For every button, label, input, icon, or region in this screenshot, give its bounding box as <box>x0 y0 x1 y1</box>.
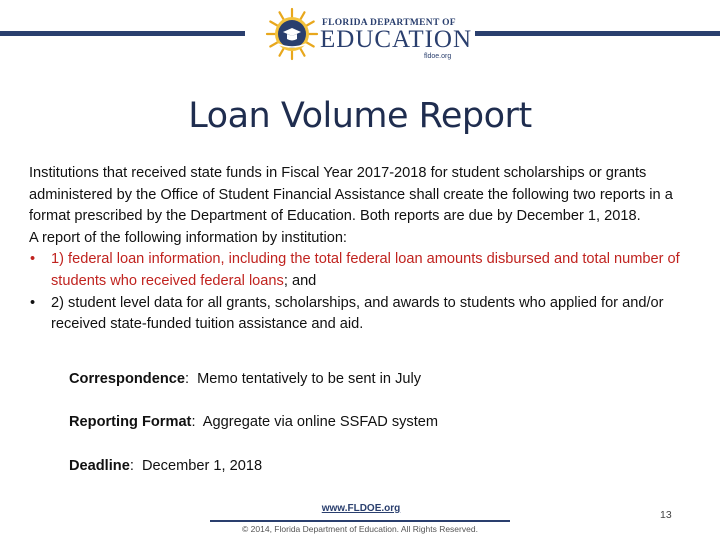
report-list <box>29 249 699 335</box>
correspondence-field: Correspondence: Memo tentatively to be sent in July <box>69 371 422 387</box>
field-label: Correspondence <box>69 371 185 387</box>
reporting-format-field: Reporting Format: Aggregate via online SSFAD system <box>69 414 439 430</box>
logo-line3: fldoe.org <box>424 53 452 60</box>
body-text <box>29 163 699 336</box>
fldoe-website-link[interactable]: www.FLDOE.org <box>321 503 401 514</box>
header-bar-right <box>475 31 720 36</box>
report-list-heading: A report of the following information by institution: <box>29 229 347 246</box>
sun-seal-icon <box>264 6 320 62</box>
bullet-marker: • <box>30 251 36 268</box>
bullet-marker: • <box>30 294 36 311</box>
page-number: 13 <box>660 509 672 521</box>
field-label: Reporting Format <box>69 414 192 430</box>
page-title: Loan Volume Report <box>188 96 532 136</box>
copyright-text: © 2014, Florida Department of Education. All Rights Reserved. <box>242 524 478 534</box>
field-value: Memo tentatively to be sent in July <box>197 371 422 387</box>
list-item <box>29 249 699 292</box>
field-label: Deadline <box>69 458 130 474</box>
fldoe-logo <box>264 6 473 62</box>
field-value: Aggregate via online SSFAD system <box>202 414 439 430</box>
bullet-text: 2) student level data for all grants, scholarships, and awards to students who applied for and/or received state-funded tuition assistance and aid. <box>51 294 664 333</box>
intro-paragraph: Institutions that received state funds in Fiscal Year 2017-2018 for student scholarships or grants administered by the Office of Student Financial Assistance shall create the following two reports in a format prescribed by the Department of Education. Both reports are due by December 1, 2018. <box>29 165 673 225</box>
field-value: December 1, 2018 <box>142 458 263 474</box>
deadline-field: Deadline: December 1, 2018 <box>69 458 263 474</box>
footer-divider <box>210 520 510 522</box>
list-item <box>29 293 699 336</box>
logo-line1: FLORIDA DEPARTMENT OF <box>322 18 456 28</box>
bullet-text-red: 1) federal loan information, including the total federal loan amounts disbursed and total number of students who received federal loans <box>51 251 680 289</box>
header-bar-left <box>0 31 245 36</box>
bullet-text-tail: ; and <box>283 272 317 289</box>
logo-line2: EDUCATION <box>320 26 473 53</box>
